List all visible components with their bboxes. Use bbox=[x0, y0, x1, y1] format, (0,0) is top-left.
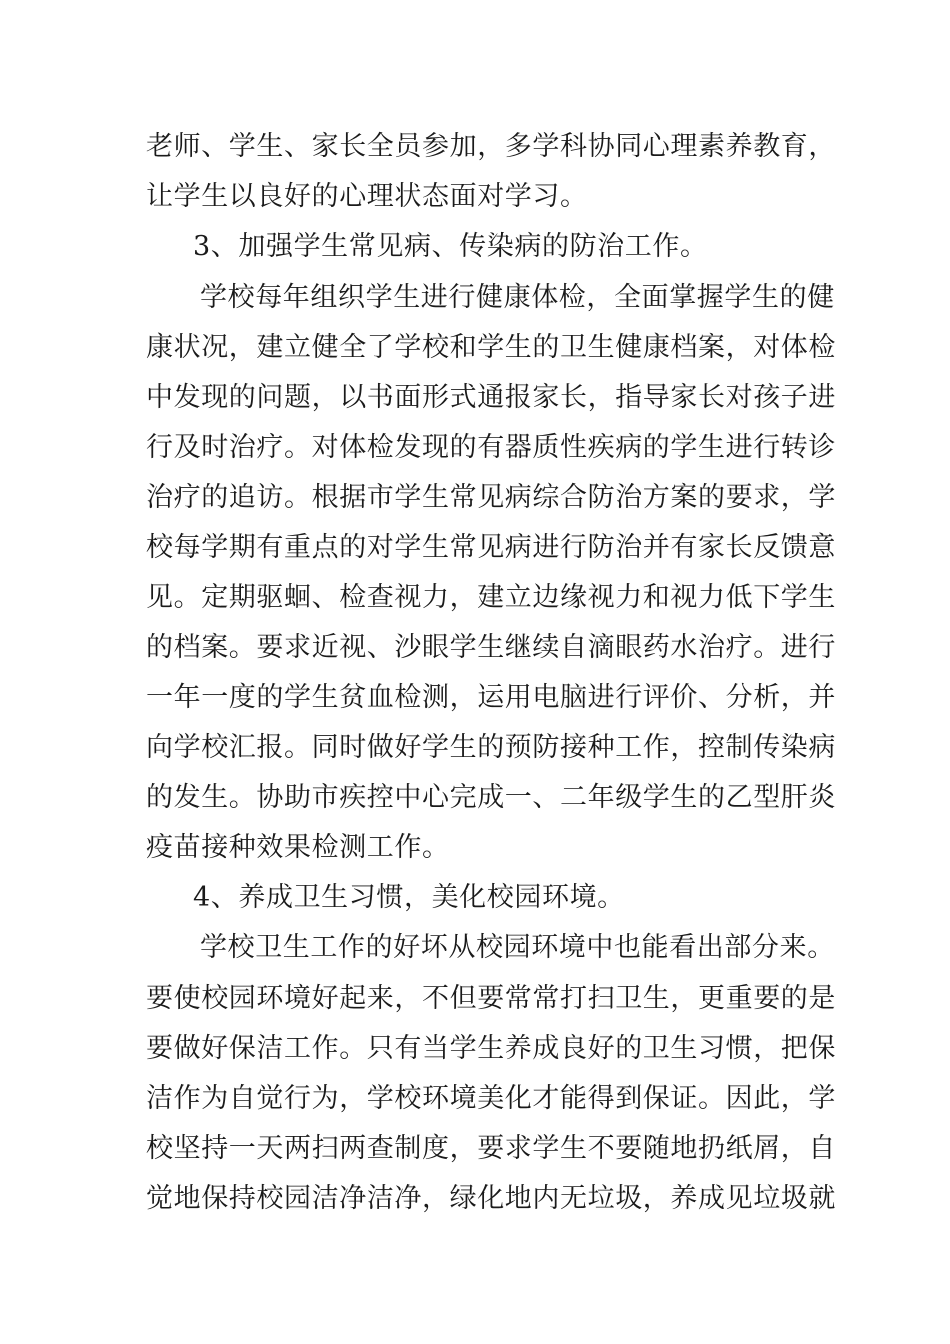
body-text-line: 老师、学生、家长全员参加，多学科协同心理素养教育， bbox=[146, 131, 836, 162]
body-text-line: 治疗的追访。根据市学生常见病综合防治方案的要求，学 bbox=[146, 482, 836, 513]
body-text-line: 疫苗接种效果检测工作。 bbox=[146, 832, 450, 863]
body-text-line: 康状况，建立健全了学校和学生的卫生健康档案，对体检 bbox=[146, 332, 836, 363]
paragraph-first-line: 学校卫生工作的好坏从校园环境中也能看出部分来。 bbox=[200, 932, 835, 963]
body-text-line: 校坚持一天两扫两查制度，要求学生不要随地扔纸屑，自 bbox=[146, 1133, 836, 1164]
body-text-line: 的发生。协助市疾控中心完成一、二年级学生的乙型肝炎 bbox=[146, 782, 836, 813]
body-text-line: 行及时治疗。对体检发现的有器质性疾病的学生进行转诊 bbox=[146, 432, 836, 463]
body-text-line: 要做好保洁工作。只有当学生养成良好的卫生习惯，把保 bbox=[146, 1033, 836, 1064]
section-heading-3: 3、加强学生常见病、传染病的防治工作。 bbox=[193, 231, 708, 262]
body-text-line: 一年一度的学生贫血检测，运用电脑进行评价、分析，并 bbox=[146, 682, 836, 713]
body-text-line: 觉地保持校园洁净洁净，绿化地内无垃圾，养成见垃圾就 bbox=[146, 1183, 836, 1214]
body-text-line: 中发现的问题，以书面形式通报家长，指导家长对孩子进 bbox=[146, 382, 836, 413]
body-text-line: 让学生以良好的心理状态面对学习。 bbox=[146, 181, 588, 212]
body-text-line: 见。定期驱蛔、检查视力，建立边缘视力和视力低下学生 bbox=[146, 582, 836, 613]
body-text-line: 要使校园环境好起来，不但要常常打扫卫生，更重要的是 bbox=[146, 983, 836, 1014]
body-text-line: 的档案。要求近视、沙眼学生继续自滴眼药水治疗。进行 bbox=[146, 632, 836, 663]
paragraph-first-line: 学校每年组织学生进行健康体检，全面掌握学生的健 bbox=[200, 282, 835, 313]
section-heading-4: 4、养成卫生习惯，美化校园环境。 bbox=[193, 882, 625, 913]
body-text-line: 洁作为自觉行为，学校环境美化才能得到保证。因此，学 bbox=[146, 1083, 836, 1114]
body-text-line: 向学校汇报。同时做好学生的预防接种工作，控制传染病 bbox=[146, 732, 836, 763]
body-text-line: 校每学期有重点的对学生常见病进行防治并有家长反馈意 bbox=[146, 532, 836, 563]
